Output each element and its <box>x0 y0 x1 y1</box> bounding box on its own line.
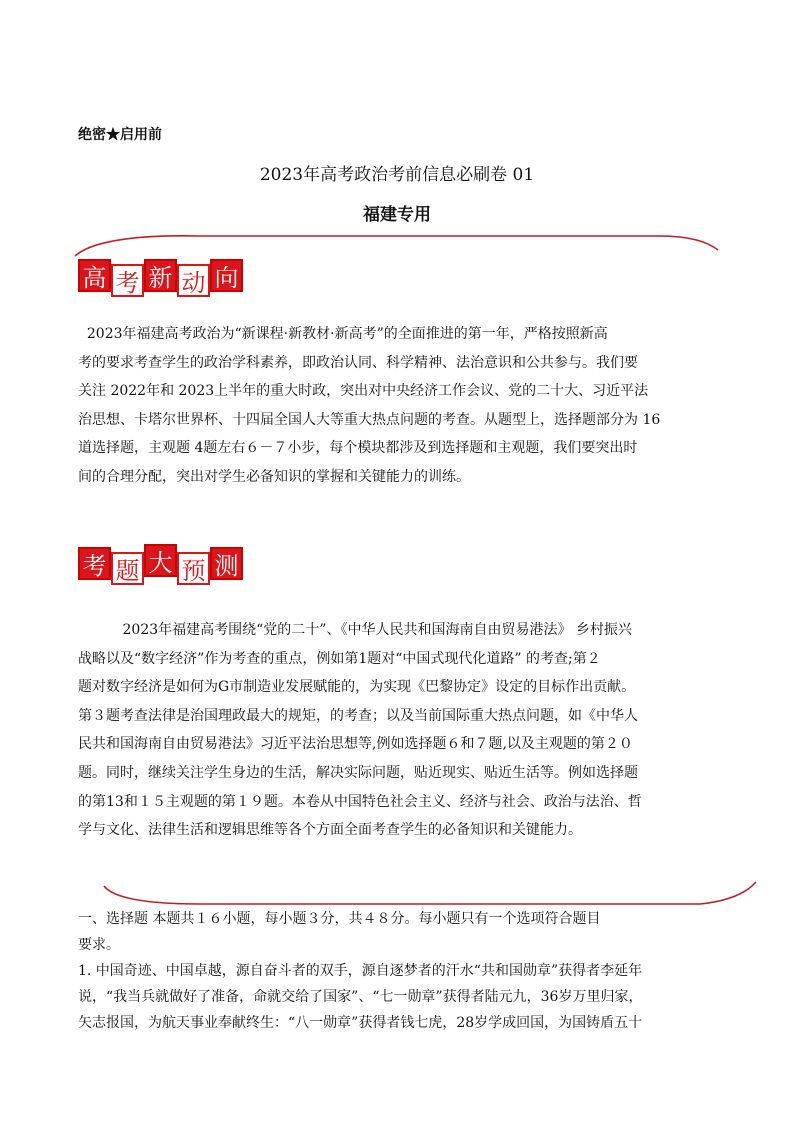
text-line: 道选择题，主观题 4题左右６－７小步，每个模块都涉及到选择题和主观题，我们要突出时 <box>78 440 638 457</box>
question-line: 矢志报国，为航天事业奉献终生：“八一勋章”获得者钱七虎，28岁学成回国，为国铸盾五十 <box>78 1015 643 1031</box>
section-banner-gaokao-trends <box>78 254 243 297</box>
section-heading: 一、选择题 本题共１６小题，每小题３分，共４８分。每小题只有一个选项符合题目 <box>78 911 601 927</box>
banner-tile: 测 <box>210 547 243 580</box>
trends-paragraph <box>78 320 718 492</box>
question-section <box>78 906 718 1036</box>
page-subtitle: 福建专用 <box>363 205 431 225</box>
text-line: 题对数字经济是如何为G市制造业发展赋能的，为实现《巴黎协定》设定的目标作出贡献。 <box>78 679 636 696</box>
text-line: 的第13和１５主观题的第１９题。本卷从中国特色社会主义、经济与社会、政治与法治、哲 <box>78 793 642 810</box>
banner-tile: 动 <box>177 264 210 297</box>
page-title: 2023年高考政治考前信息必刷卷 01 <box>259 165 535 185</box>
text-line: 2023年福建高考围绕“党的二十”、《中华人民共和国海南自由贸易港法》 乡村振兴 <box>78 622 632 638</box>
section-heading-cont: 要求。 <box>78 937 120 953</box>
banner-tile: 预 <box>177 552 210 585</box>
banner-tile: 大 <box>144 544 177 577</box>
text-line: 治思想、卡塔尔世界杯、十四届全国人大等重大热点问题的考查。从题型上，选择题部分为 16 <box>78 411 661 428</box>
text-line: 民共和国海南自由贸易港法》习近平法治思想等,例如选择题６和７题,以及主观题的第２０ <box>78 736 633 753</box>
banner-tile: 考 <box>78 547 111 580</box>
confidential-mark: 绝密★启用前 <box>78 127 162 143</box>
question-line: 1. 中国奇迹、中国卓越，源自奋斗者的双手，源自逐梦者的汗水“共和国勋章”获得者李延年 <box>78 963 643 979</box>
banner-tile: 高 <box>78 259 111 292</box>
question-line: 说，“我当兵就做好了准备，命就交给了国家”、“七一勋章”获得者陆元九，36岁万里归家， <box>78 989 643 1005</box>
text-line: 题。同时，继续关注学生身边的生活，解决实际问题，贴近现实、贴近生活等。例如选择题 <box>78 764 638 781</box>
banner-tile: 新 <box>144 259 177 292</box>
banner-tile: 题 <box>111 552 144 585</box>
text-line: 考的要求考查学生的政治学科素养，即政治认同、科学精神、法治意识和公共参与。我们要 <box>78 354 638 371</box>
banner-tile: 考 <box>111 264 144 297</box>
section-banner-exam-predictions <box>78 542 243 585</box>
banner-tile: 向 <box>210 259 243 292</box>
predictions-paragraph <box>78 616 718 845</box>
text-line: 第３题考查法律是治国理政最大的规矩，的考查；以及当前国际重大热点问题，如《中华人 <box>78 707 638 724</box>
text-line: 学与文化、法律生活和逻辑思维等各个方面全面考查学生的必备知识和关键能力。 <box>78 822 582 839</box>
text-line: 2023年福建高考政治为“新课程·新教材·新高考”的全面推进的第一年，严格按照新高 <box>78 326 608 342</box>
text-line: 战略以及“数字经济”作为考查的重点，例如第1题对“中国式现代化道路” 的考查;第２ <box>78 650 601 667</box>
text-line: 关注 2022年和 2023上半年的重大时政，突出对中央经济工作会议、党的二十大、习近平法 <box>78 383 649 400</box>
text-line: 间的合理分配，突出对学生必备知识的掌握和关键能力的训练。 <box>78 468 470 485</box>
